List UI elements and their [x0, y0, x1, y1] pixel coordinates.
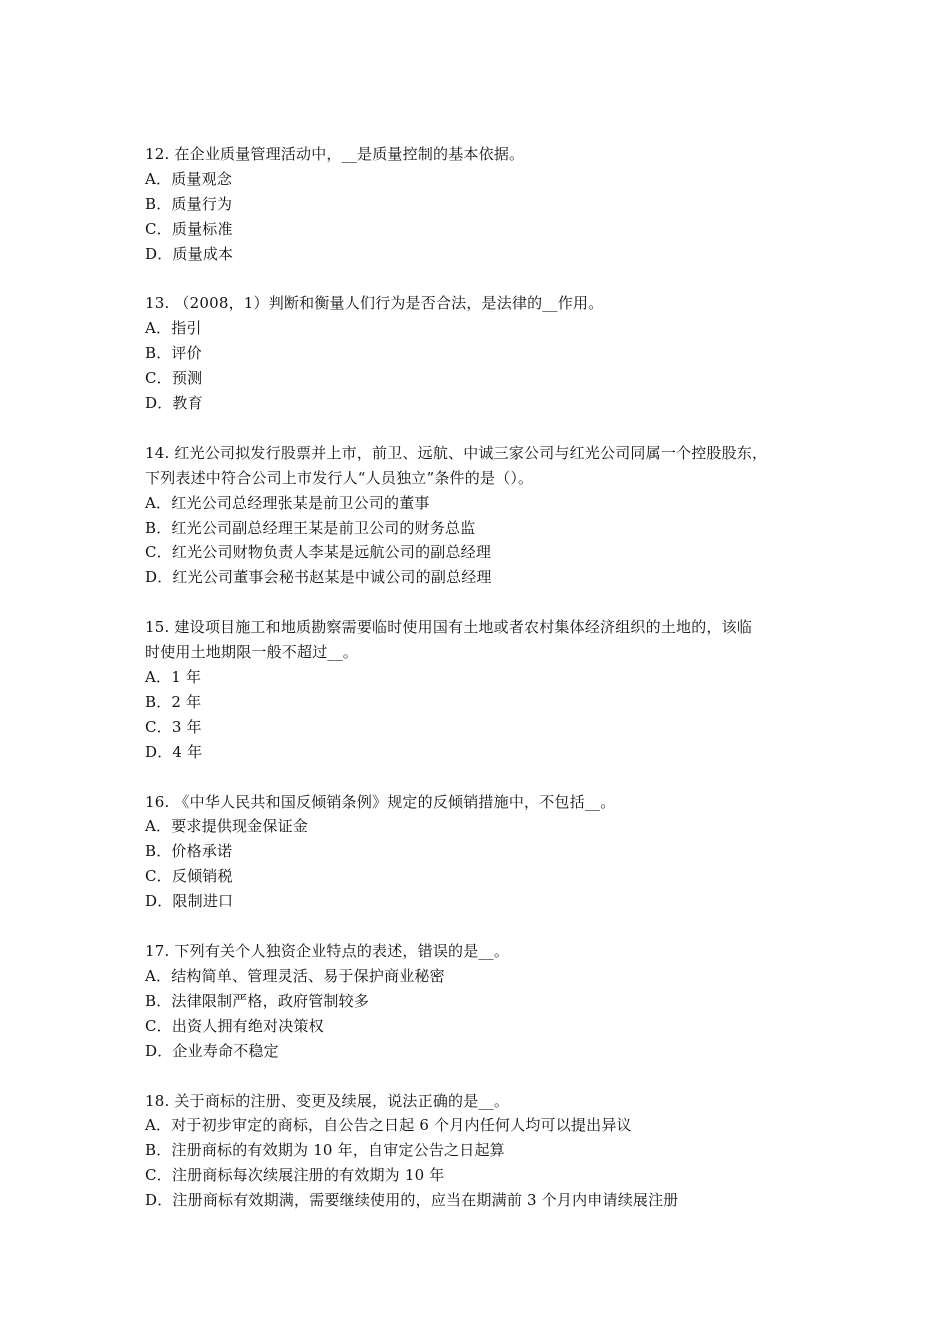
option-d: D．红光公司董事会秘书赵某是中诚公司的副总经理 — [145, 568, 492, 587]
option-b: B．法律限制严格，政府管制较多 — [145, 991, 370, 1010]
option-a: A．要求提供现金保证金 — [145, 817, 309, 836]
document-page — [145, 142, 810, 1238]
question-stem: 17. 下列有关个人独资企业特点的表述，错误的是__。 — [145, 942, 510, 961]
question-stem: 15. 建设项目施工和地质勘察需要临时使用国有土地或者农村集体经济组织的土地的，该临 — [145, 618, 753, 637]
option-d: D．教育 — [145, 394, 203, 413]
option-a: A．1 年 — [145, 668, 202, 687]
option-c: C．质量标准 — [145, 219, 233, 238]
question-15 — [145, 615, 810, 764]
option-a: A．红光公司总经理张某是前卫公司的董事 — [145, 493, 430, 512]
question-stem-continued: 下列表述中符合公司上市发行人“人员独立”条件的是（）。 — [145, 468, 534, 487]
question-13 — [145, 291, 810, 415]
option-d: D．注册商标有效期满，需要继续使用的，应当在期满前 3 个月内申请续展注册 — [145, 1191, 679, 1210]
option-b: B．红光公司副总经理王某是前卫公司的财务总监 — [145, 518, 476, 537]
option-a: A．质量观念 — [145, 169, 233, 188]
question-14 — [145, 441, 810, 590]
option-d: D．限制进口 — [145, 892, 234, 911]
question-stem: 14. 红光公司拟发行股票并上市，前卫、远航、中诚三家公司与红光公司同属一个控股股东， — [145, 443, 768, 462]
option-c: C．3 年 — [145, 717, 202, 736]
question-stem: 12. 在企业质量管理活动中，__是质量控制的基本依据。 — [145, 145, 525, 163]
option-b: B．质量行为 — [145, 194, 233, 213]
option-b: B．评价 — [145, 344, 202, 363]
question-16 — [145, 790, 810, 914]
option-a: A．结构简单、管理灵活、易于保护商业秘密 — [145, 966, 445, 985]
option-d: D．质量成本 — [145, 244, 234, 263]
question-17 — [145, 939, 810, 1063]
option-b: B．价格承诺 — [145, 842, 233, 861]
option-a: A．对于初步审定的商标，自公告之日起 6 个月内任何人均可以提出异议 — [145, 1116, 632, 1135]
option-a: A．指引 — [145, 319, 202, 338]
option-c: C．出资人拥有绝对决策权 — [145, 1016, 324, 1035]
question-12 — [145, 142, 810, 266]
question-stem-continued: 时使用土地期限一般不超过__。 — [145, 643, 359, 662]
question-stem: 16. 《中华人民共和国反倾销条例》规定的反倾销措施中，不包括__。 — [145, 792, 616, 811]
option-b: B．注册商标的有效期为 10 年，自审定公告之日起算 — [145, 1141, 505, 1160]
option-d: D．企业寿命不稳定 — [145, 1041, 279, 1060]
question-stem: 13. （2008，1）判断和衡量人们行为是否合法，是法律的__作用。 — [145, 294, 604, 313]
option-c: C．预测 — [145, 369, 203, 388]
option-c: C．注册商标每次续展注册的有效期为 10 年 — [145, 1166, 445, 1185]
option-c: C．红光公司财物负责人李某是远航公司的副总经理 — [145, 543, 492, 562]
option-b: B．2 年 — [145, 692, 202, 711]
question-stem: 18. 关于商标的注册、变更及续展，说法正确的是__。 — [145, 1091, 510, 1110]
option-d: D．4 年 — [145, 742, 203, 761]
option-c: C．反倾销税 — [145, 867, 233, 886]
question-18 — [145, 1089, 810, 1213]
